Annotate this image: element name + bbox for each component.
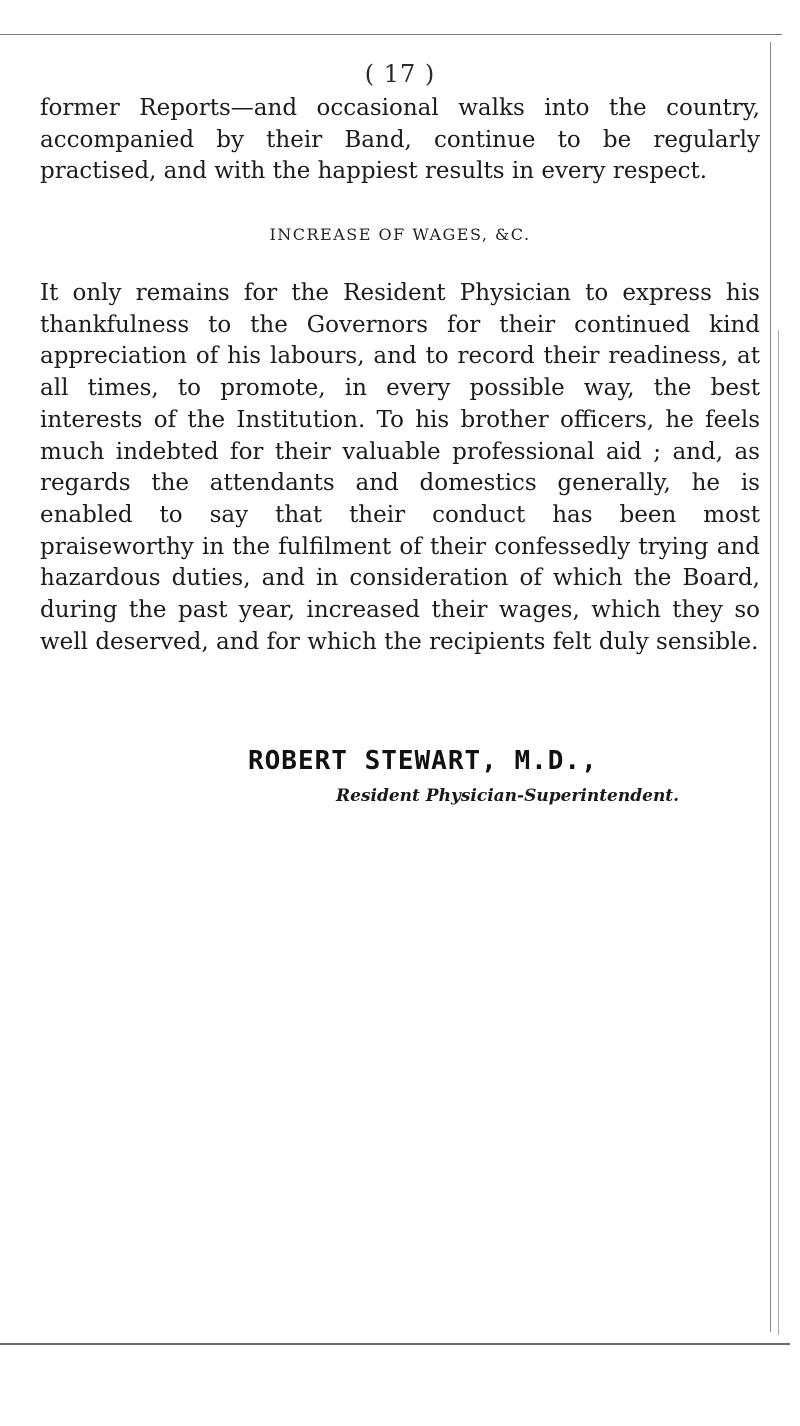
bottom-border-rule	[0, 1343, 790, 1345]
signature-title: Resident Physician-Superintendent.	[336, 786, 680, 806]
right-border-rule-inner	[778, 330, 779, 1335]
paragraph-2: It only remains for the Resident Physician to express his thankfulness to the Governors for their continued kind appreciation of his labours, and to record their readiness, at all times, to promote, in every possible way, the best interests of the Institution. To his brother officers, he feels much indebted for their valuable professional aid ; and, as regards the attendants and domestics generally, he is enabled to say that their conduct has been most praiseworthy in the fulfilment of their confessedly trying and hazardous duties, and in consideration of which the Board, during the past year, increased their wages, which they so well deserved, and for which the recipients felt duly sensible.	[40, 280, 760, 655]
top-border-rule	[0, 34, 782, 35]
page-number: ( 17 )	[364, 60, 436, 88]
paragraph-1: former Reports—and occasional walks into the country, accompanied by their Band, continue to be regularly practised, and with the happiest results in every respect.	[40, 95, 760, 185]
signature-name: ROBERT STEWART, M.D.,	[248, 746, 598, 776]
section-heading: INCREASE OF WAGES, &C.	[269, 225, 531, 244]
